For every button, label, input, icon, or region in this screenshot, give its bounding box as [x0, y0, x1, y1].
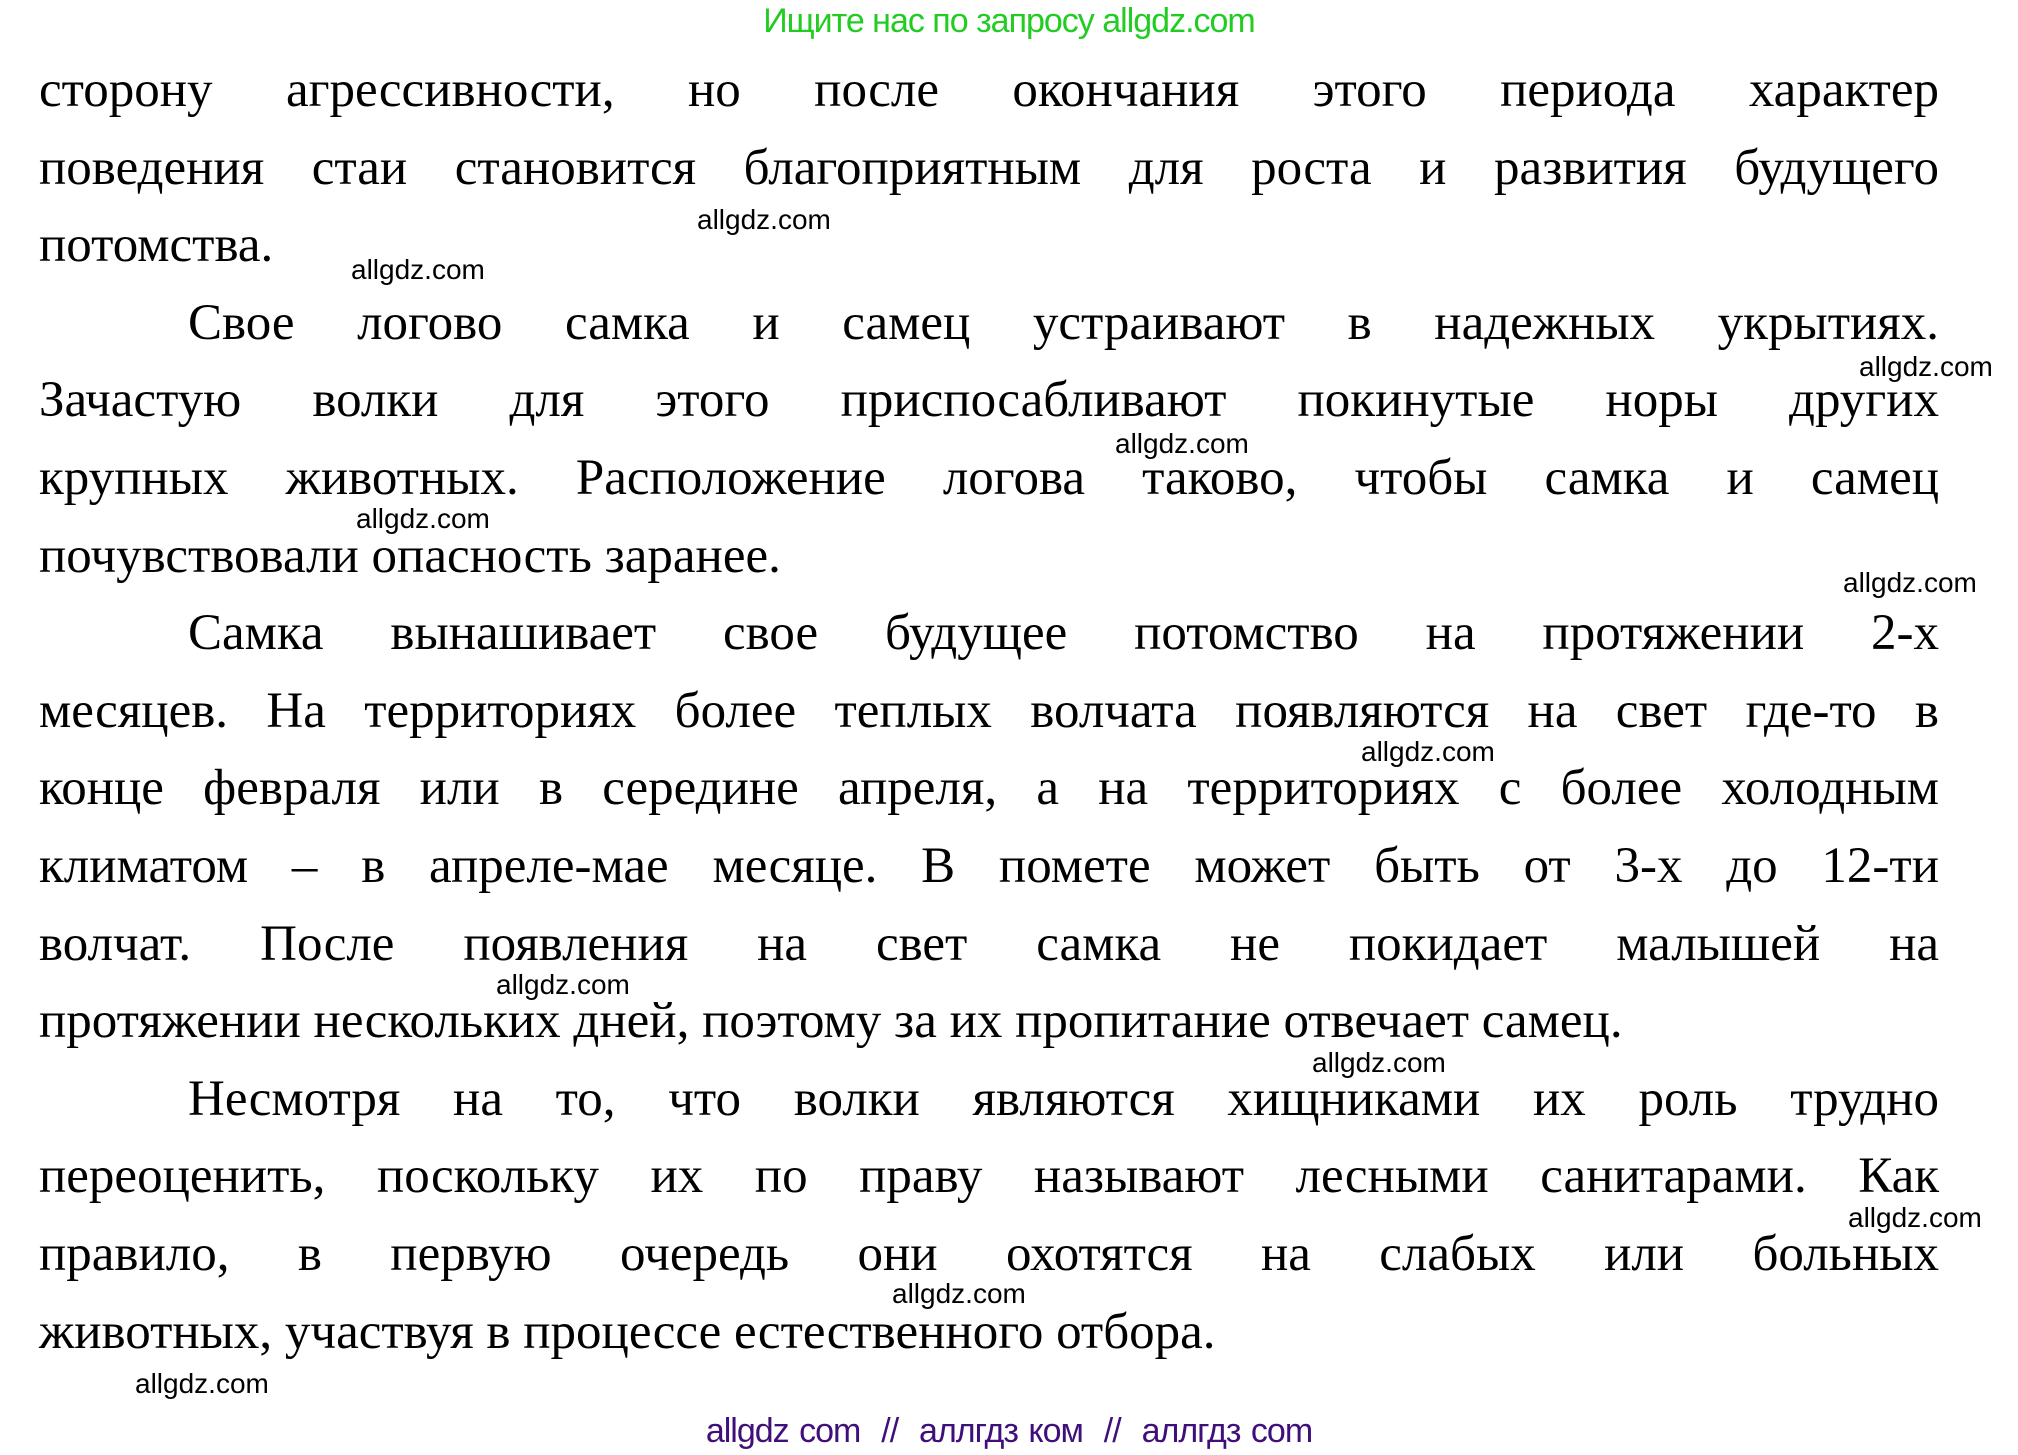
watermark-text: allgdz.com	[697, 204, 831, 235]
watermark-text: allgdz.com	[1115, 428, 1249, 459]
text-line: поведения стаи становится благоприятным для роста и развития будущего	[39, 139, 1939, 196]
text-line: конце февраля или в середине апреля, а на территориях с более холодным	[39, 760, 1939, 817]
watermark-text: allgdz.com	[1848, 1202, 1982, 1233]
watermark-text: allgdz.com	[1843, 567, 1977, 598]
text-line: правило, в первую очередь они охотятся на слабых или больных	[39, 1225, 1939, 1282]
text-line: климатом – в апреле-мае месяце. В помете может быть от 3-х до 12-ти	[39, 837, 1939, 894]
text-line: сторону агрессивности, но после окончания этого периода характер	[39, 62, 1939, 118]
site-banner: Ищите нас по запросу allgdz.com	[763, 2, 1255, 40]
watermark-text: allgdz.com	[1859, 351, 1993, 382]
watermark-text: allgdz.com	[892, 1278, 1026, 1309]
watermark-text: allgdz.com	[496, 969, 630, 1000]
text-line: протяжении нескольких дней, поэтому за их пропитание отвечает самец.	[39, 993, 1623, 1050]
text-line: животных, участвуя в процессе естественного отбора.	[39, 1303, 1216, 1360]
text-line: Зачастую волки для этого приспосабливают покинутые норы других	[39, 372, 1939, 429]
text-line: месяцев. На территориях более теплых волчата появляются на свет где-то в	[39, 682, 1939, 739]
site-footer: allgdz com // аллгдз ком // аллгдз com	[705, 1412, 1313, 1450]
paragraph	[39, 52, 1939, 285]
paragraph	[39, 595, 1939, 1061]
paragraph	[39, 1061, 1939, 1371]
text-line: переоценить, поскольку их по праву называют лесными санитарами. Как	[39, 1148, 1939, 1205]
paragraph	[39, 285, 1939, 595]
text-line: волчат. После появления на свет самка не покидает малышей на	[39, 915, 1939, 972]
text-line: крупных животных. Расположение логова таково, чтобы самка и самец	[39, 449, 1939, 506]
watermark-text: allgdz.com	[1361, 736, 1495, 767]
text-line: потомства.	[39, 217, 274, 274]
text-line: Свое логово самка и самец устраивают в надежных укрытиях.	[188, 294, 1939, 351]
text-line: Несмотря на то, что волки являются хищниками их роль трудно	[188, 1070, 1939, 1127]
watermark-text: allgdz.com	[1312, 1047, 1446, 1078]
watermark-text: allgdz.com	[356, 503, 490, 534]
watermark-text: allgdz.com	[351, 254, 485, 285]
text-line: Самка вынашивает свое будущее потомство на протяжении 2-х	[188, 605, 1939, 662]
watermark-text: allgdz.com	[135, 1368, 269, 1399]
text-line: почувствовали опасность заранее.	[39, 527, 781, 584]
document-body	[39, 52, 1939, 1371]
